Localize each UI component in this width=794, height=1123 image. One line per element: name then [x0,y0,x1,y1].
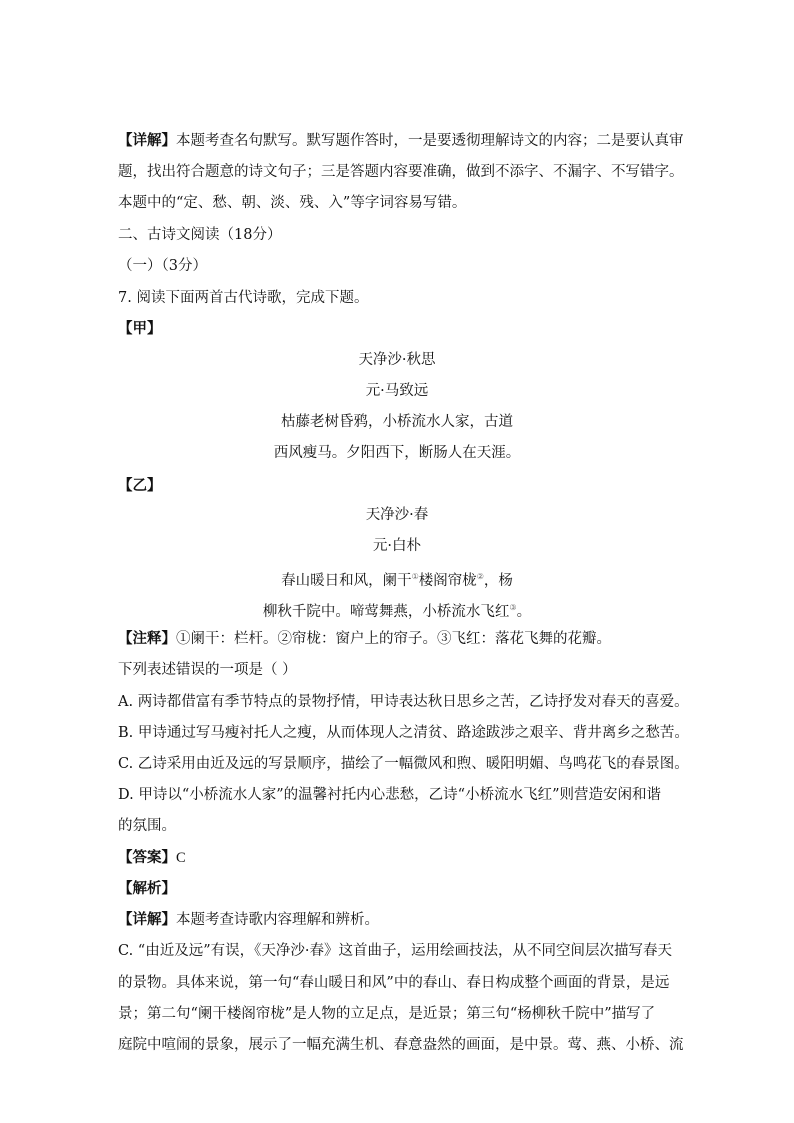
poem-yi-label: 【乙】 [118,477,162,494]
notes-tag: 【注释】 [118,630,176,647]
poem-yi-line-2-part-b: 。 [516,604,532,620]
poem-yi-line-1-part-a: 春山暖日和风，阑干 [281,573,412,589]
analysis-detail-line [118,910,678,930]
poem-jia-author: 元·马致远 [365,383,429,399]
explanation-line-4: 庭院中喧闹的景象，展示了一幅充满生机、春意盎然的画面，是中景。莺、燕、小桥、流 [118,1037,684,1053]
detail-text: 本题考查名句默写。默写题作答时，一是要透彻理解诗文的内容；二是要认真审 [176,133,684,149]
poem-yi-author: 元·白朴 [372,538,422,554]
section-heading: 二、古诗文阅读（18分） [118,227,282,243]
footnote-marker-1: ① [411,572,419,581]
notes-line [118,629,678,649]
poem-yi-line-1 [0,567,794,591]
poem-jia-title: 天净沙·秋思 [358,352,436,368]
subsection-heading: （一）（3分） [118,258,207,274]
option-c: C. 乙诗采用由近及远的写景顺序，描绘了一幅微风和煦、暖阳明媚、鸟鸣花飞的春景图。 [118,756,689,772]
analysis-detail-tag: 【详解】 [118,911,176,928]
option-d-line-1: D. 甲诗以“小桥流水人家”的温馨衬托内心悲愁，乙诗“小桥流水飞红”则营造安闲和谐 [118,787,661,803]
question-stem: 下列表述错误的一项是（ ） [118,662,297,678]
answer-tag: 【答案】 [118,849,176,866]
poem-yi-line-1-part-c: ，杨 [483,573,513,589]
answer-value: C [176,850,186,866]
explanation-line-1: C. “由近及远”有误，《天净沙·春》这首曲子，运用绘画技法，从不同空间层次描写春天 [118,943,672,959]
option-a: A. 两诗都借富有季节特点的景物抒情，甲诗表达秋日思乡之苦，乙诗抒发对春天的喜爱。 [118,694,689,710]
explanation-line-2: 的景物。具体来说，第一句“春山暖日和风”中的春山、春日构成整个画面的背景，是远 [118,975,670,991]
detail-tag: 【详解】 [118,132,176,149]
footnote-marker-3: ③ [509,603,517,612]
detail-paragraph-line-1 [118,131,684,151]
option-b: B. 甲诗通过写马瘦衬托人之瘦，从而体现人之清贫、路途跋涉之艰辛、背井离乡之愁苦。 [118,725,689,741]
poem-jia-line-1: 枯藤老树昏鸦，小桥流水人家，古道 [281,414,513,430]
footnote-marker-2: ② [476,572,484,581]
poem-yi-line-2-part-a: 柳秋千院中。啼莺舞燕，小桥流水飞红 [262,604,510,620]
analysis-detail-text: 本题考查诗歌内容理解和辨析。 [176,912,379,928]
poem-jia-line-2: 西风瘦马。夕阳西下，断肠人在天涯。 [273,445,521,461]
poem-jia-label: 【甲】 [118,320,162,337]
question-7-prompt: 7. 阅读下面两首古代诗歌，完成下题。 [118,290,369,306]
poem-yi-title: 天净沙·春 [365,507,429,523]
explanation-line-3: 景；第二句“阑干楼阁帘栊”是人物的立足点，是近景；第三句“杨柳秋千院中”描写了 [118,1006,656,1022]
poem-yi-line-1-part-b: 楼阁帘栊 [418,573,477,589]
answer-line [118,848,678,868]
option-d-line-2: 的氛围。 [118,818,176,834]
detail-paragraph-line-3: 本题中的“定、愁、朝、淡、残、入”等字词容易写错。 [118,195,467,211]
notes-text: ①阑干：栏杆。②帘栊：窗户上的帘子。③飞红：落花飞舞的花瓣。 [176,631,611,647]
poem-yi-line-2 [0,598,794,622]
analysis-tag: 【解析】 [118,880,176,897]
detail-paragraph-line-2: 题，找出符合题意的诗文句子；三是答题内容要准确，做到不添字、不漏字、不写错字。 [118,164,684,180]
